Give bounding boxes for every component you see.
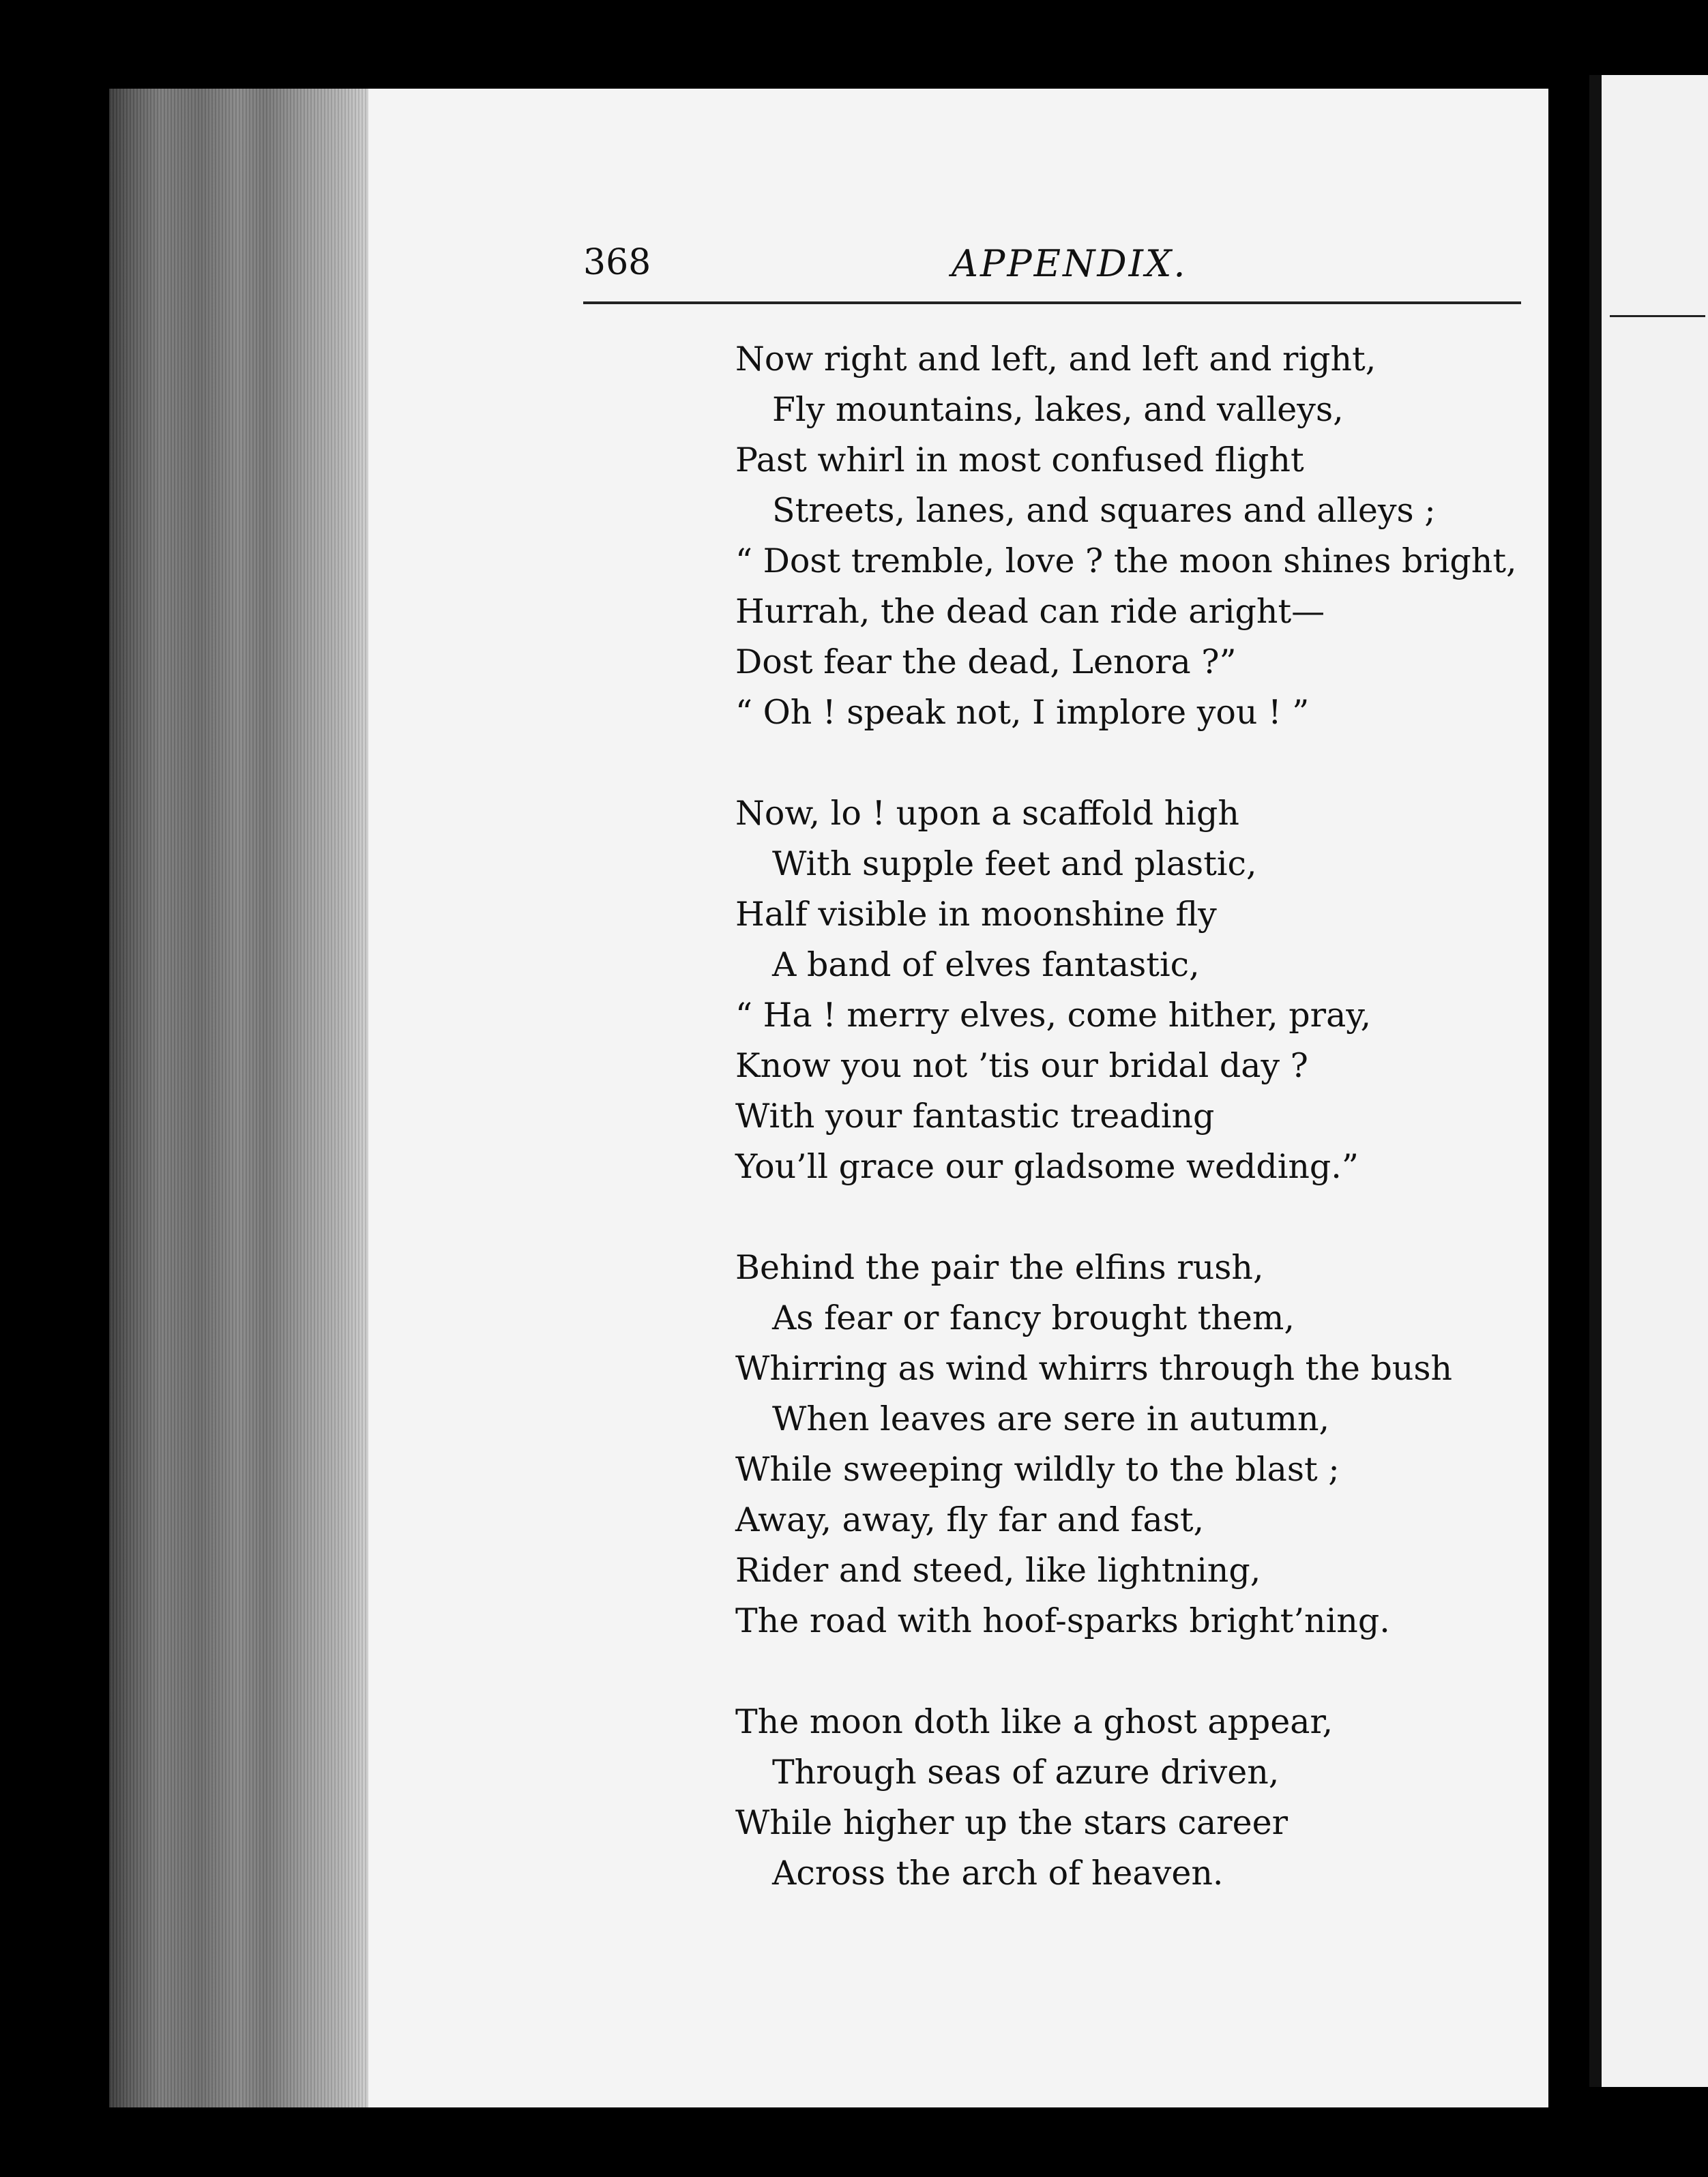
verse-line: Rider and steed, like lightning, [735, 1551, 1261, 1590]
verse-line: Fly mountains, lakes, and valleys, [772, 390, 1344, 429]
verse-line: “ Ha ! merry elves, come hither, pray, [735, 996, 1372, 1035]
verse-line: Behind the pair the elfins rush, [735, 1248, 1264, 1287]
verse-line: Now, lo ! upon a scaffold high [735, 794, 1239, 833]
verse-line: While sweeping wildly to the blast ; [735, 1450, 1340, 1489]
stanza [735, 334, 1540, 738]
page-header [583, 242, 1525, 303]
verse-line: While higher up the stars career [735, 1803, 1289, 1842]
book-page-edges [109, 89, 368, 2107]
verse-line: “ Oh ! speak not, I implore you ! ” [735, 693, 1310, 732]
verse-line: Across the arch of heaven. [772, 1854, 1224, 1893]
verse-line: Half visible in moonshine fly [735, 895, 1217, 934]
verse-line: “ Dost tremble, love ? the moon shines bright, [735, 542, 1517, 580]
verse-line: With supple feet and plastic, [772, 844, 1257, 883]
facing-page-edge [1589, 75, 1708, 2087]
verse-line: The road with hoof-sparks bright’ning. [735, 1601, 1390, 1640]
verse-line: Through seas of azure driven, [772, 1753, 1280, 1792]
verse-line: Now right and left, and left and right, [735, 340, 1376, 379]
verse-line: Whirring as wind whirrs through the bush [735, 1349, 1453, 1388]
verse-line: When leaves are sere in autumn, [772, 1400, 1330, 1438]
verse-line: Streets, lanes, and squares and alleys ; [772, 491, 1436, 530]
facing-page-rule [1610, 315, 1705, 317]
stanza [735, 788, 1540, 1192]
verse-line: Away, away, fly far and fast, [735, 1500, 1205, 1539]
verse-line: Hurrah, the dead can ride aright— [735, 592, 1325, 631]
verse-line: Past whirl in most confused flight [735, 441, 1304, 479]
verse-line: With your fantastic treading [735, 1097, 1215, 1136]
verse-line: The moon doth like a ghost appear, [735, 1702, 1334, 1741]
verse-line: Know you not ’tis our bridal day ? [735, 1046, 1308, 1085]
running-head: APPENDIX. [952, 242, 1188, 285]
verse-line: A band of elves fantastic, [772, 945, 1200, 984]
verse-line: As fear or fancy brought them, [772, 1299, 1295, 1337]
page-number: 368 [583, 242, 651, 283]
verse-line: You’ll grace our gladsome wedding.” [735, 1147, 1359, 1186]
stanza [735, 1243, 1540, 1646]
verse-line: Dost fear the dead, Lenora ?” [735, 642, 1237, 681]
header-rule [583, 301, 1521, 304]
stanza [735, 1697, 1540, 1899]
poem-text [735, 334, 1540, 1949]
